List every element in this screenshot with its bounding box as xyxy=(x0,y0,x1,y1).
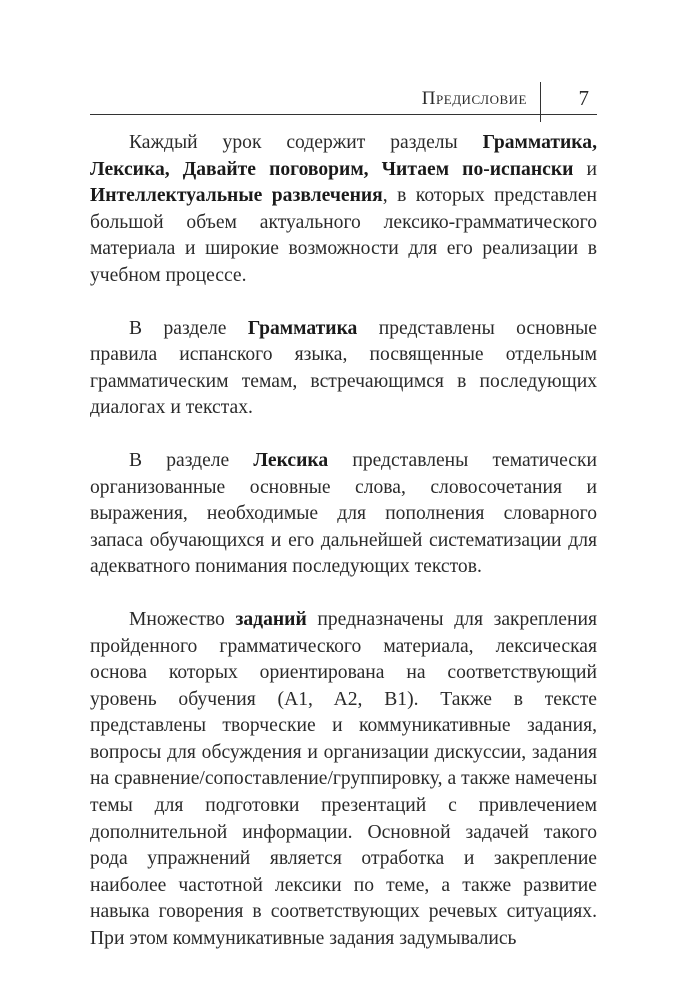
section-name: Лексика xyxy=(253,449,329,471)
paragraph-exercises xyxy=(90,607,597,953)
paragraph-lexicon xyxy=(90,448,597,581)
paragraph-sections-overview xyxy=(90,130,597,290)
text-segment: предназначены для закрепления пройденного грамматического материала, лексическая основа которых ориентирована на соответствующий уровень обучения (A1, A2, B1). Также в тексте представлены творческие и коммуникативные задания, вопросы для обсуждения и организации дискуссии, задания на сравнение/сопоставление/группировку, а также намечены темы для подготовки презентаций с привлечением дополнительной информации. Основной задачей такого рода упражнений является отработка и закрепление наиболее частотной лексики по теме, а также развитие навыка говорения в соответствующих речевых ситуациях. При этом коммуникативные задания задумывались xyxy=(90,608,597,950)
text-segment: представлены тематически организованные основные слова, словосочетания и выражения, необходимые для пополнения словарного запаса обучающихся и его дальнейшей систематизации для адекватного понимания последующих текстов. xyxy=(90,449,597,578)
text-segment: представлены основные правила испанского языка, посвященные отдельным грамматическим темам, встречающимся в последующих диалогах и текстах. xyxy=(90,317,597,419)
text-segment: Множество xyxy=(129,608,236,630)
text-segment: и xyxy=(573,158,597,180)
section-name: Грамматика xyxy=(247,317,358,339)
text-segment: В разделе xyxy=(129,317,248,339)
section-name: заданий xyxy=(235,608,307,630)
section-name: Грамматика, Лексика, Давайте поговорим, Читаем по-испански xyxy=(90,132,597,180)
header-divider xyxy=(540,82,542,122)
paragraph-grammar xyxy=(90,316,597,422)
page-number: 7 xyxy=(578,86,589,110)
body-text xyxy=(90,130,597,979)
section-name: Интеллектуальные развлечения xyxy=(90,185,383,207)
running-title: Предисловие xyxy=(421,88,527,109)
text-segment: Каждый урок содержит разделы xyxy=(129,132,483,153)
running-header xyxy=(90,80,597,115)
text-segment: В разделе xyxy=(129,449,254,471)
text-segment: , в которых представлен большой объем актуального лексико-грамматического материала и широкие возможности для его реализации в учебном процессе. xyxy=(90,185,597,286)
